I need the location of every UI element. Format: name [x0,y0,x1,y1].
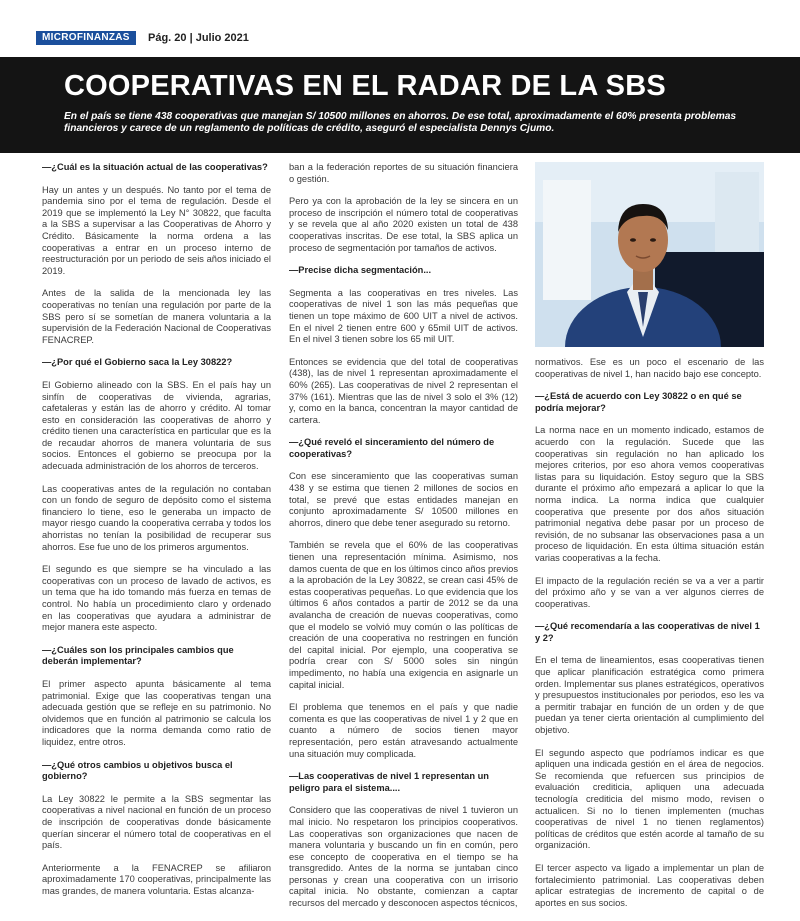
question-heading: —¿Por qué el Gobierno saca la Ley 30822? [42,357,233,368]
answer-paragraph: El problema que tenemos en el país y que nadie comenta es que las cooperativas de nivel 1 y 2 que en cuanto a número de socios tienen mayor representación, pero están atravesando actualmente una situación muy complicada. [289,702,518,759]
photo-illustration [535,162,764,347]
question-heading: —Precise dicha segmentación... [289,265,432,276]
answer-paragraph: Segmenta a las cooperativas en tres niveles. Las cooperativas de nivel 1 son las más pequeñas que tienen un tope máximo de 600 UIT a nivel de activos. En el nivel 2 tienen entre 600 y 65mil UIT de activos. En el nivel 3 tienen sobre los 65 mil UIT. [289,287,518,345]
article-title: COOPERATIVAS EN EL RADAR DE LA SBS [64,70,666,102]
page-header [0,0,800,44]
question-heading: —Las cooperativas de nivel 1 representan un peligro para el sistema.... [289,771,489,793]
question-heading: —¿Qué reveló el sinceramiento del número de cooperativas? [289,437,495,459]
column-2 [289,162,518,921]
column-1 [42,162,271,908]
answer-paragraph: ban a la federación reportes de su situación financiera o gestión. [289,162,518,184]
answer-paragraph: Entonces se evidencia que del total de cooperativas (438), las de nivel 1 representan aproximadamente el 60% (265). Las cooperativas de nivel 2 representan el 37% (161). Mientras que las de nivel 3 solo el 3% (12) y, como en la banca, concentran la mayor cantidad de cartera. [289,356,518,425]
answer-paragraph: Anteriormente a la FENACREP se afiliaron aproximadamente 170 cooperativas, principalmente las mas grandes, de manera voluntaria. Estas alcanza- [42,862,271,896]
answer-paragraph: La Ley 30822 le permite a la SBS segmentar las cooperativas a nivel nacional en función de un proceso de inscripción de cooperativas donde básicamente querían sincerar el número total de cooperativas en el país. [42,793,271,851]
column-3 [535,357,764,920]
answer-paragraph: Considero que las cooperativas de nivel 1 tuvieron un mal inicio. No respetaron los principios cooperativos. Las cooperativas son organizaciones que nacen de manera voluntaria y buscando un fin en común, pero ese concepto de cooperativa en el tiempo se ha transgredido. Antes de la norma se juntaban cinco personas y crean una cooperativa con un irrisorio capital inicia. No obstante, comienzan a captar recursos del mercado y desconocen aspectos técnicos, [289,805,518,909]
answer-paragraph: El segundo aspecto que podríamos indicar es que apliquen una indicada gestión en el área de negocios. Se recomienda que refuercen sus principios de evaluación crediticia, apliquen una adecuada tecnología crediticia del mismo modo, revisen o actualicen. Si no lo tienen implementen (muchas cooperativas de nivel 1 no tienen reglamentos) políticas de créditos que estén acorde al tamaño de su organización. [535,747,764,851]
answer-paragraph: El Gobierno alineado con la SBS. En el país hay un sinfín de cooperativas de vivienda, agrarias, cafetaleras y están las de ahorro y crédito. Al tomar esto en consideración las cooperativas de ahorro y crédito tienen una característica en particular que es la de recaudar ahorros de manera voluntaria de sus socios. Entonces el gobierno se preocupa por la adecuada administración de los ahorros de terceros. [42,379,271,472]
answer-paragraph: Con ese sinceramiento que las cooperativas suman 438 y se estima que tienen 2 millones de socios en total, se prevé que estas entidades manejan en conjunto aproximadamente S/ 10500 millones en ahorros, dinero que debe tener asegurado su retorno. [289,471,518,528]
question-heading: —¿Está de acuerdo con Ley 30822 o en qué se podría mejorar? [535,391,742,413]
question-heading: —¿Cuáles son los principales cambios que deberán implementar? [42,644,234,667]
answer-paragraph: El tercer aspecto va ligado a implementar un plan de fortalecimiento patrimonial. Las cooperativas deben aplicar estrategias de incremento de capital o de aportes en sus socios. [535,862,764,908]
answer-paragraph: El impacto de la regulación recién se va a ver a partir del próximo año y se van a ver algunos cierres de cooperativas. [535,575,764,609]
answer-paragraph: Pero ya con la aprobación de la ley se sincera en un proceso de inscripción el número total de cooperativas y se revela que al año 2020 existen un total de 438 cooperativas inscritas. De ese total, la SBS aplica un proceso de segmentación por tamaños de activos. [289,196,518,253]
page-info: Pág. 20 | Julio 2021 [148,32,249,44]
question-heading: —¿Cuál es la situación actual de las cooperativas? [42,162,268,172]
answer-paragraph: También se revela que el 60% de las cooperativas tienen una representación mínima. Asimismo, nos damos cuenta de que en los últimos cinco años previos a la aprobación de la Ley 30822, se crean casi 45% de estas cooperativas pequeñas. Lo que evidencia que los últimos 6 años contados a partir de 2012 se da una avalancha de creación de nuevas cooperativas, como que el modelo se volvió muy común o las políticas de creación de una cooperativa no restringen en función del capital inicial. Por ejemplo, una cooperativa se podría crear con S/ 5000 soles sin ningún impedimento, no había una exigencia en asignarle un capital inicial. [289,540,518,690]
section-label: MICROFINANZAS [36,31,136,45]
answer-paragraph: Las cooperativas antes de la regulación no contaban con un fondo de seguro de depósito como el sistema financiero lo tiene, eso le generaba un impacto de mayor riesgo cuando la cooperativa cerraba y todos los ahorristas no tenían la posibilidad de recuperar sus ahorros. Ese fue uno de los primeros argumentos. [42,483,271,552]
answer-paragraph: Antes de la salida de la mencionada ley las cooperativas no tenían una regulación por parte de la SBS pero sí se sometían de manera voluntaria a la supervisión de la Federación Nacional de Cooperativas FENACREP. [42,288,271,345]
answer-paragraph: El primer aspecto apunta básicamente al tema patrimonial. Exige que las cooperativas tengan una adecuada gestión que se refleje en su patrimonio. No olvidemos que en función al patrimonio se calcula los indicadores que la norma demanda como ratio de liquidez, entre otros. [42,678,271,747]
answer-paragraph: La norma nace en un momento indicado, estamos de acuerdo con la regulación. Sucede que las cooperativas sin regulación no han aplicado los mejores criterios, por eso ahora vemos cooperativas listas para su liquidación. Estoy seguro que la SBS durante el próximo año empezará a aplicar lo que la norma indica. La norma indica que cualquier cooperativa que presente por dos años situación patrimonial negativa debe pasar por un proceso de revisión, de no subsanar las observaciones pasa a un proceso de liquidación. En esta última situación están varias cooperativas a la fecha. [535,425,764,563]
question-heading: —¿Qué recomendaría a las cooperativas de nivel 1 y 2? [535,621,760,643]
article-subtitle: En el país se tiene 438 cooperativas que manejan S/ 10500 millones en ahorros. De ese total, aproximadamente el 60% presenta problemas financieros y carece de un reglamento de políticas de crédito, aseguró el especialista Dennys Cjumo. [64,111,737,134]
answer-paragraph: El segundo es que siempre se ha vinculado a las cooperativas con un proceso de lavado de activos, es un tema que ha ido tomando más fuerza en temas de control. No había un procedimiento claro y ordenado en las cooperativas que ayudara a administrar de mejor manera este aspecto. [42,564,271,633]
answer-paragraph: normativos. Ese es un poco el escenario de las cooperativas de nivel 1, han nacido bajo ese concepto. [535,357,764,379]
question-heading: —¿Qué otros cambios u objetivos busca el gobierno? [42,759,233,782]
answer-paragraph: En el tema de lineamientos, esas cooperativas tienen que aplicar planificación estratégica como primera orden. Implementar sus planes estratégicos, operativos y presupuestos institucionales por periodos, eso les va a permitir trabajar en función de un orden y de que puedan ya tener cierta orientación al cumplimiento del objetivo. [535,655,764,736]
answer-paragraph: Hay un antes y un después. No tanto por el tema de pandemia sino por el tema de regulación. Desde el 2019 que se implementó la Ley N° 30822, que faculta a la SBS a supervisar a las Cooperativas de Ahorro y Crédito. Básicamente la norma ordena a las cooperativas a entrar en un proceso interno de reestructuración por un periodo de seis años iniciado el 2019. [42,184,271,276]
interviewee-photo [535,162,764,347]
